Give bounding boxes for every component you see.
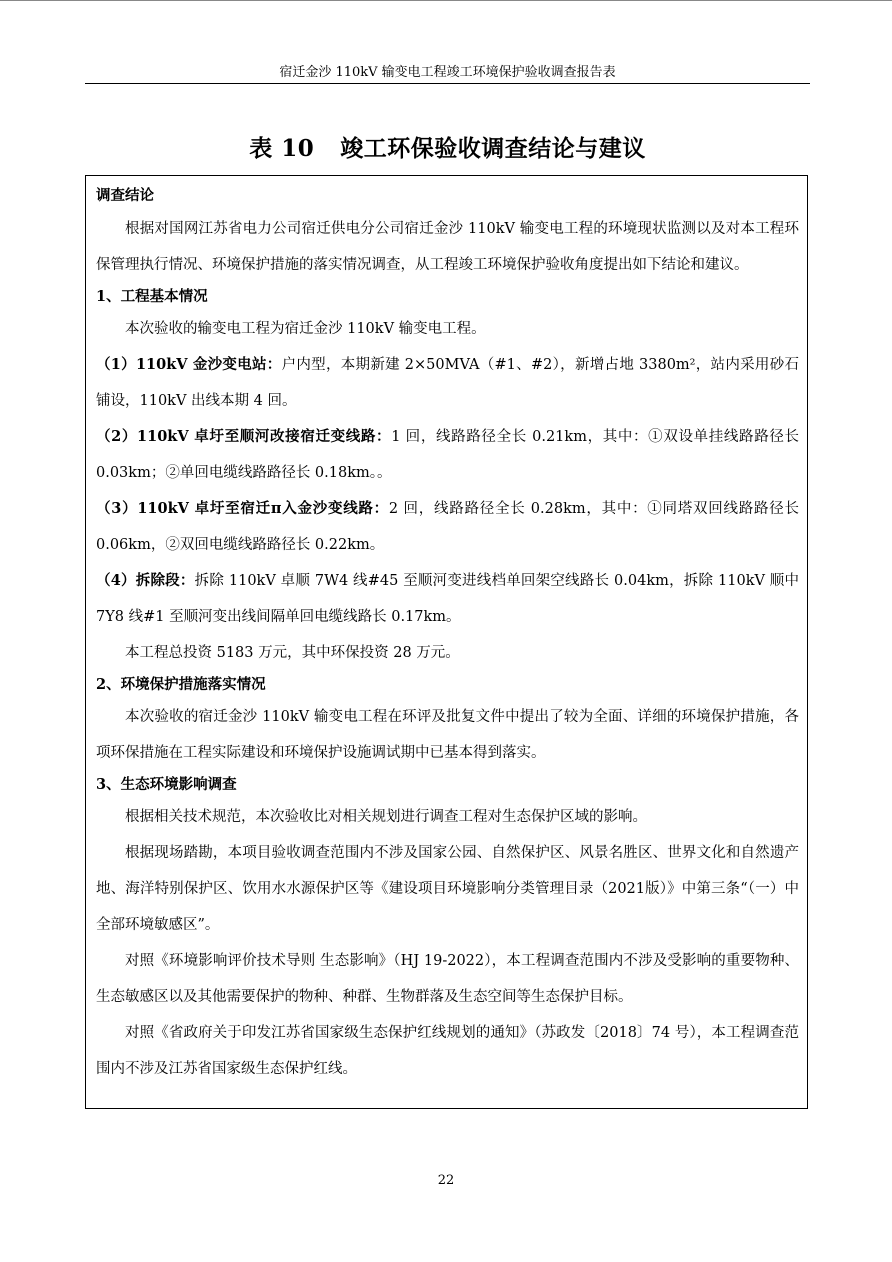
eco-paragraph: 对照《环境影响评价技术导则 生态影响》（HJ 19-2022），本工程调查范围内不涉及受影响的重要物种、生态敏感区以及其他需要保护的物种、种群、生物群落及生态空间等生态保护目标。 [96, 953, 799, 1005]
eco-paragraph: 对照《省政府关于印发江苏省国家级生态保护红线规划的通知》（苏政发〔2018〕74 号），本工程调查范围内不涉及江苏省国家级生态保护红线。 [96, 1025, 799, 1077]
heading-env-measures: 2、环境保护措施落实情况 [96, 676, 266, 693]
table-title [85, 133, 810, 165]
conclusion-content [96, 185, 799, 1087]
item-text: 拆除 110kV 卓顺 7W4 线#45 至顺河变进线档单回架空线路长 0.04km，拆除 110kV 顺中 7Y8 线#1 至顺河变出线间隔单回电缆线路长 0.17km。 [96, 573, 800, 625]
item-line-pi-entry [96, 491, 799, 563]
intro-paragraph: 根据对国网江苏省电力公司宿迁供电分公司宿迁金沙 110kV 输变电工程的环境现状监测以及对本工程环保管理执行情况、环境保护措施的落实情况调查，从工程竣工环境保护验收角度提出如下结论和建议。 [96, 221, 799, 273]
table-title-text: 竣工环保验收调查结论与建议 [340, 135, 646, 162]
eco-paragraph: 根据现场踏勘，本项目验收调查范围内不涉及国家公园、自然保护区、风景名胜区、世界文化和自然遗产地、海洋特别保护区、饮用水水源保护区等《建设项目环境影响分类管理目录（2021版）》中第三条“（一）中全部环境敏感区”。 [96, 845, 799, 933]
item-line-rerouting [96, 419, 799, 491]
table-number: 表 10 [249, 135, 315, 162]
project-lead: 本次验收的输变电工程为宿迁金沙 110kV 输变电工程。 [125, 321, 486, 337]
env-measures-paragraph: 本次验收的宿迁金沙 110kV 输变电工程在环评及批复文件中提出了较为全面、详细的环境保护措施，各项环保措施在工程实际建设和环境保护设施调试期中已基本得到落实。 [96, 709, 799, 761]
item-text: 1 回，线路路径全长 0.21km，其中：①双设单挂线路路径长 0.03km；②单回电缆线路路径长 0.18km。。 [96, 429, 799, 481]
eco-paragraph: 根据相关技术规范，本次验收比对相关规划进行调查工程对生态保护区域的影响。 [125, 809, 647, 825]
item-label: （1）110kV 金沙变电站： [96, 356, 282, 373]
running-header: 宿迁金沙 110kV 输变电工程竣工环境保护验收调查报告表 [279, 65, 616, 80]
header-rule [85, 83, 810, 84]
item-text: 2 回，线路路径全长 0.28km，其中：①同塔双回线路路径长 0.06km，②双回电缆线路路径长 0.22km。 [96, 501, 799, 553]
item-label: （2）110kV 卓圩至顺河改接宿迁变线路： [96, 428, 392, 445]
item-demolition [96, 563, 799, 635]
heading-eco-impact: 3、生态环境影响调查 [96, 776, 237, 793]
heading-project-basics: 1、工程基本情况 [96, 288, 208, 305]
item-text: 户内型，本期新建 2×50MVA（#1、#2），新增占地 3380m²，站内采用砂石铺设，110kV 出线本期 4 回。 [96, 357, 799, 409]
item-label: （3）110kV 卓圩至宿迁π入金沙变线路： [96, 500, 389, 517]
section-label: 调查结论 [96, 187, 154, 204]
page-number: 22 [437, 1173, 455, 1188]
item-substation [96, 347, 799, 419]
conclusion-box [85, 175, 808, 1109]
investment-paragraph: 本工程总投资 5183 万元，其中环保投资 28 万元。 [125, 645, 460, 661]
item-label: （4）拆除段： [96, 572, 195, 589]
top-border-line [0, 0, 892, 1]
